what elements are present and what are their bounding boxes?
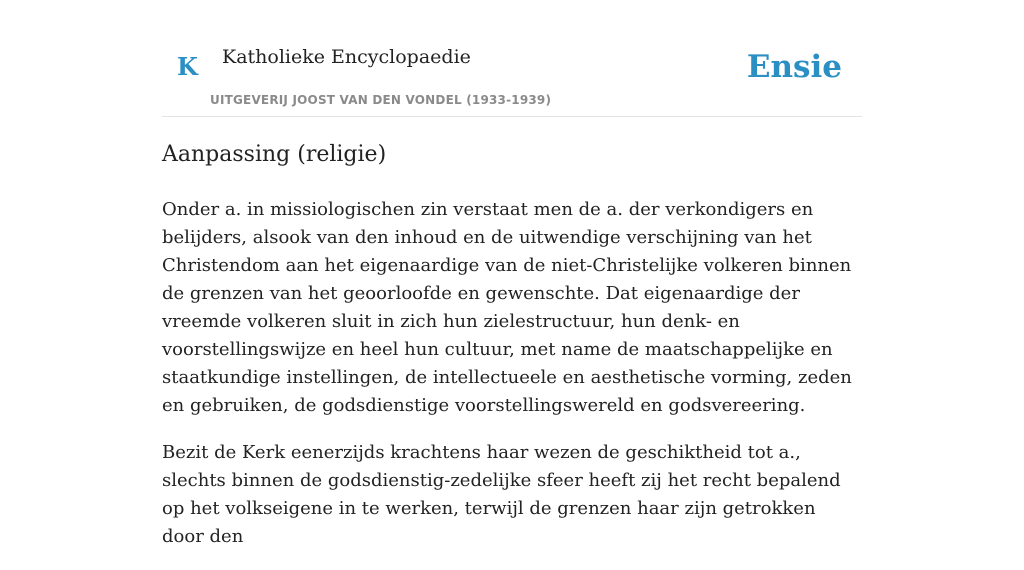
site-title-link[interactable]: Katholieke Encyclopaedie — [222, 46, 471, 68]
article — [162, 140, 862, 570]
ensie-brand-link[interactable]: Ensie — [746, 49, 842, 85]
article-paragraph: Onder a. in missiologischen zin verstaat men de a. der verkondigers en belijders, alsook van den inhoud en de uitwendige verschijning van het Christendom aan het eigenaardige van de niet-Christelijke volkeren binnen de grenzen van het geoorloofde en gewenschte. Dat eigenaardige der vreemde volkeren sluit in zich hun zielestructuur, hun denk- en voorstellingswijze en heel hun cultuur, met name de maatschappelijke en staatkundige instellingen, de intellectueele en aesthetische vorming, zeden en gebruiken, de godsdienstige voorstellingswereld en godsvereering. — [162, 199, 852, 416]
site-logo[interactable]: K — [177, 52, 198, 81]
article-paragraph: Bezit de Kerk eenerzijds krachtens haar wezen de geschiktheid tot a., slechts binnen de godsdienstig-zedelijke sfeer heeft zij het recht bepalend op het volkseigene in te werken, terwijl de grenzen haar zijn getrokken door den — [162, 442, 841, 547]
article-title: Aanpassing (religie) — [162, 142, 387, 167]
site-header — [162, 0, 862, 117]
publisher-subtitle: UITGEVERIJ JOOST VAN DEN VONDEL (1933-1939) — [210, 93, 552, 107]
